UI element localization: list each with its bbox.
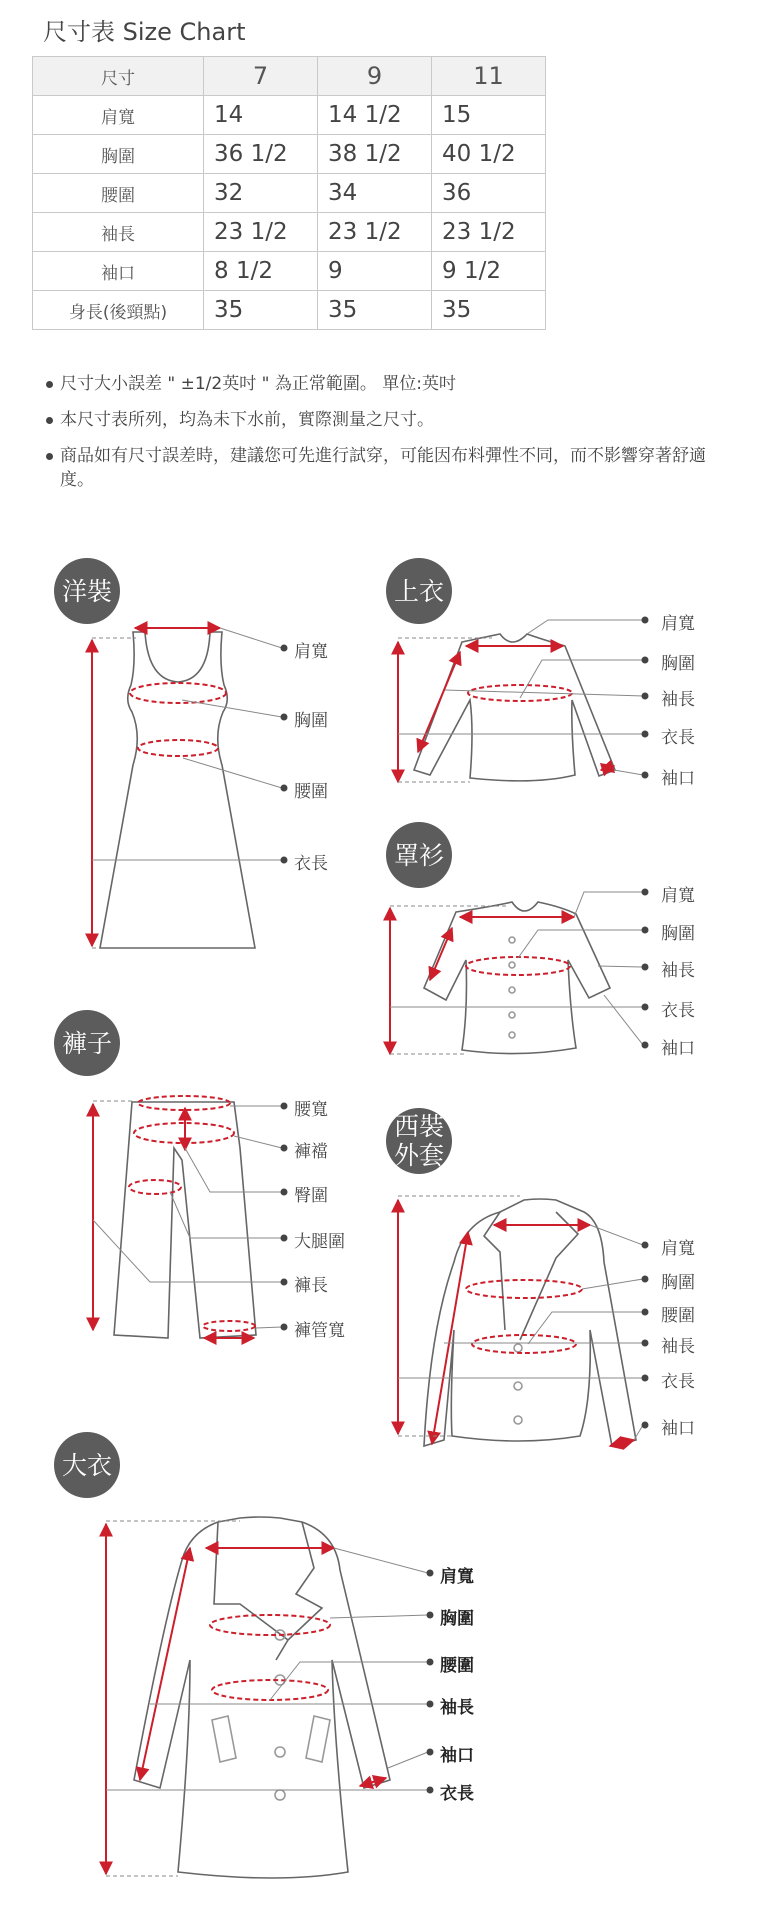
note-text: 商品如有尺寸誤差時，建議您可先進行試穿，可能因布料彈性不同，而不影響穿著舒適度。 — [60, 446, 706, 490]
row-label: 胸圍 — [33, 135, 204, 174]
table-header-size-11: 11 — [432, 57, 546, 96]
note-text: 本尺寸表所列，均為未下水前，實際測量之尺寸。 — [60, 410, 434, 430]
row-label: 袖口 — [33, 252, 204, 291]
top-label: 衣長 — [661, 728, 695, 748]
row-label: 肩寬 — [33, 96, 204, 135]
table-cell: 23 1/2 — [318, 213, 432, 252]
coat-label: 腰圍 — [440, 1656, 474, 1676]
table-cell: 38 1/2 — [318, 135, 432, 174]
top-label: 袖長 — [661, 690, 695, 710]
table-header-size: 尺寸 — [33, 57, 204, 96]
coat-label: 衣長 — [440, 1784, 474, 1804]
dress-illustration — [92, 628, 288, 948]
dress-label: 腰圍 — [294, 782, 328, 802]
top-illustration — [398, 617, 649, 783]
badge-suit: 西裝 外套 — [386, 1108, 452, 1174]
blouse-label: 胸圍 — [661, 924, 695, 944]
table-cell: 36 — [432, 174, 546, 213]
table-header-size-9: 9 — [318, 57, 432, 96]
suit-label: 衣長 — [661, 1372, 695, 1392]
pants-label: 褲長 — [294, 1276, 328, 1296]
pants-label: 大腿圍 — [294, 1232, 345, 1252]
suit-label: 胸圍 — [661, 1273, 695, 1293]
table-header-size-7: 7 — [204, 57, 318, 96]
table-cell: 23 1/2 — [204, 213, 318, 252]
coat-label: 袖口 — [440, 1746, 474, 1766]
table-cell: 34 — [318, 174, 432, 213]
dress-label: 胸圍 — [294, 711, 328, 731]
badge-coat: 大衣 — [54, 1432, 120, 1498]
table-cell: 9 1/2 — [432, 252, 546, 291]
dress-label: 衣長 — [294, 854, 328, 874]
badge-dress: 洋裝 — [54, 558, 120, 624]
table-cell: 36 1/2 — [204, 135, 318, 174]
coat-illustration — [106, 1517, 434, 1878]
blouse-label: 袖口 — [661, 1039, 695, 1059]
pants-label: 褲襠 — [294, 1142, 328, 1162]
pants-label: 褲管寬 — [294, 1321, 345, 1341]
blouse-label: 袖長 — [661, 961, 695, 981]
row-label: 腰圍 — [33, 174, 204, 213]
badge-blouse: 罩衫 — [386, 822, 452, 888]
blouse-illustration — [390, 889, 649, 1055]
badge-top: 上衣 — [386, 558, 452, 624]
table-cell: 8 1/2 — [204, 252, 318, 291]
row-label: 袖長 — [33, 213, 204, 252]
top-label: 袖口 — [661, 769, 695, 789]
pants-label: 臀圍 — [294, 1186, 328, 1206]
row-label: 身長(後頸點) — [33, 291, 204, 330]
table-cell: 14 1/2 — [318, 96, 432, 135]
table-cell: 40 1/2 — [432, 135, 546, 174]
table-cell: 15 — [432, 96, 546, 135]
note-text: 尺寸大小誤差 " ±1/2英吋 " 為正常範圍。 單位:英吋 — [60, 374, 456, 394]
pants-illustration — [93, 1096, 288, 1338]
page-title: 尺寸表 Size Chart — [43, 18, 246, 46]
coat-label: 胸圍 — [440, 1609, 474, 1629]
table-cell: 9 — [318, 252, 432, 291]
top-label: 肩寬 — [661, 614, 695, 634]
table-cell: 35 — [318, 291, 432, 330]
table-cell: 32 — [204, 174, 318, 213]
blouse-label: 衣長 — [661, 1001, 695, 1021]
coat-label: 肩寬 — [440, 1567, 474, 1587]
table-cell: 23 1/2 — [432, 213, 546, 252]
badge-pants: 褲子 — [54, 1010, 120, 1076]
table-cell: 35 — [432, 291, 546, 330]
suit-label: 袖口 — [661, 1419, 695, 1439]
table-cell: 14 — [204, 96, 318, 135]
coat-label: 袖長 — [440, 1698, 474, 1718]
top-label: 胸圍 — [661, 654, 695, 674]
suit-jacket-illustration — [398, 1196, 649, 1446]
suit-label: 肩寬 — [661, 1239, 695, 1259]
suit-label: 袖長 — [661, 1337, 695, 1357]
suit-label: 腰圍 — [661, 1306, 695, 1326]
pants-label: 腰寬 — [294, 1100, 328, 1120]
blouse-label: 肩寬 — [661, 886, 695, 906]
dress-label: 肩寬 — [294, 642, 328, 662]
table-cell: 35 — [204, 291, 318, 330]
